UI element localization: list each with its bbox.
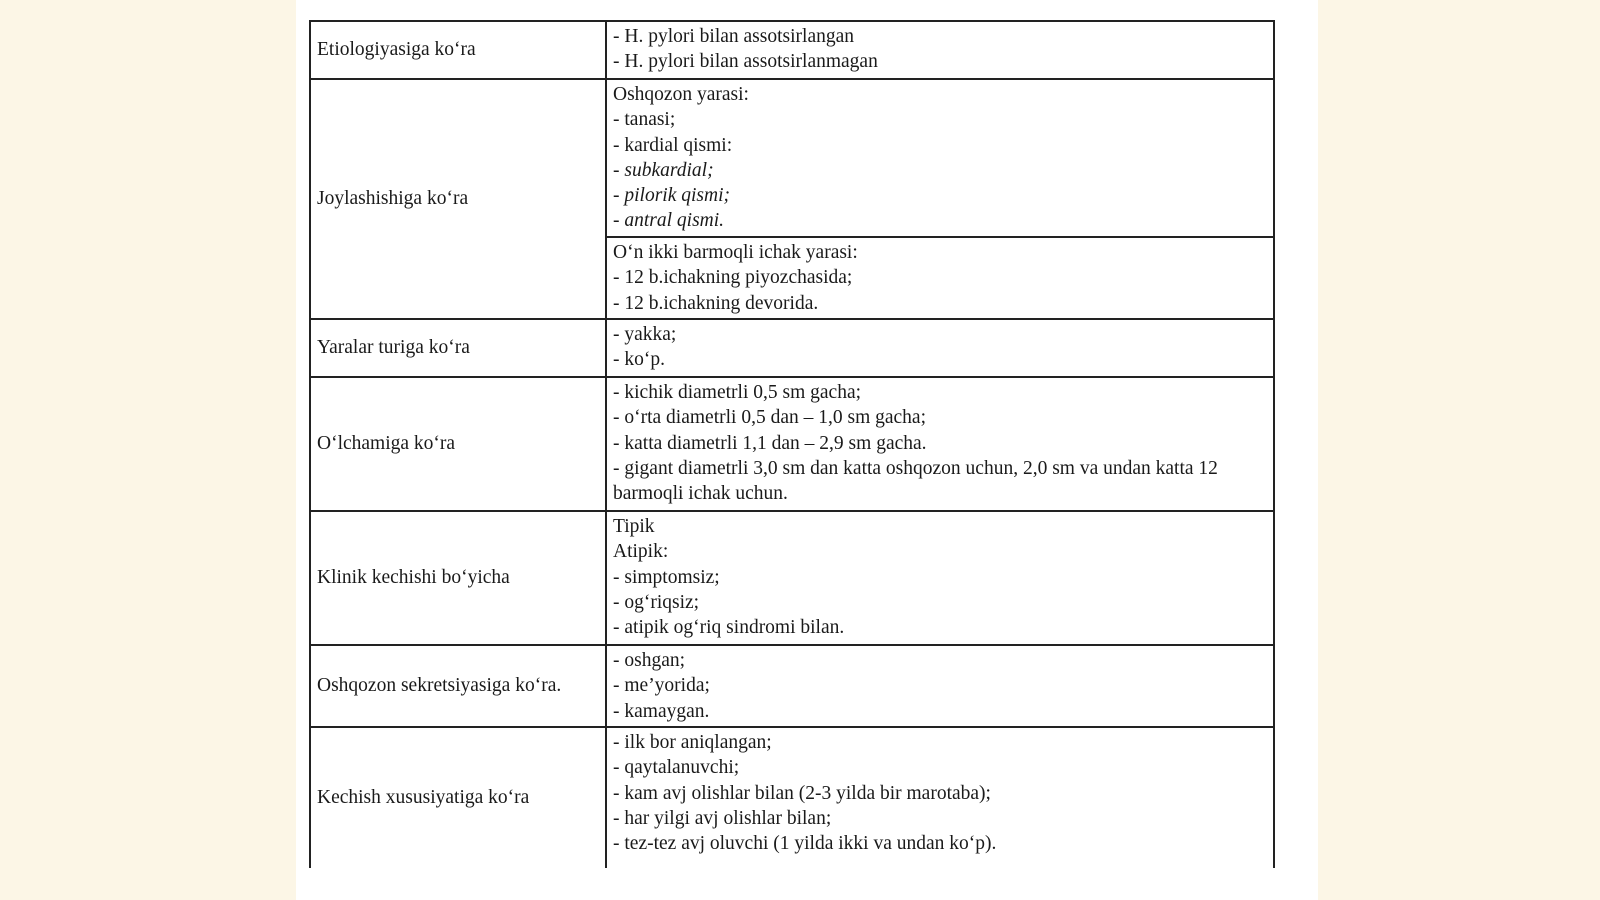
list-item: Tipik xyxy=(613,516,655,537)
list-item: - ilk bor aniqlangan; xyxy=(613,732,772,753)
stomach-ulcer-cell xyxy=(607,80,1273,238)
list-item: - kamaygan. xyxy=(613,700,710,722)
table-row xyxy=(311,512,1273,646)
classification-table xyxy=(309,20,1275,868)
row-label-location: Joylashishiga ko‘ra xyxy=(311,80,607,318)
list-item: - har yilgi avj olishlar bilan; xyxy=(613,807,832,829)
list-item: - atipik og‘riq sindromi bilan. xyxy=(613,617,845,639)
duodenal-ulcer-cell xyxy=(607,238,1273,318)
list-item: - 12 b.ichakning devorida. xyxy=(613,292,819,314)
document-page xyxy=(296,0,1318,900)
list-item: - tez-tez avj oluvchi (1 yilda ikki va undan ko‘p). xyxy=(613,833,997,855)
list-item: - oshgan; xyxy=(613,650,686,671)
list-item: - ko‘p. xyxy=(613,349,665,371)
row-content xyxy=(607,80,1273,318)
row-content xyxy=(607,22,1273,78)
list-item: - simptomsiz; xyxy=(613,566,720,588)
list-item: - me’yorida; xyxy=(613,675,710,697)
row-label-size: O‘lchamiga ko‘ra xyxy=(311,378,607,510)
list-item: - subkardial; xyxy=(613,159,714,181)
list-item: - H. pylori bilan assotsirlangan xyxy=(613,26,854,47)
table-row xyxy=(311,728,1273,868)
row-label-course-features: Kechish xususiyatiga ko‘ra xyxy=(311,728,607,868)
list-item: - gigant diametrli 3,0 sm dan katta oshqozon uchun, 2,0 sm va undan katta 12 barmoqli ichak uchun. xyxy=(613,457,1218,505)
list-item: - kichik diametrli 0,5 sm gacha; xyxy=(613,382,862,403)
list-item: - tanasi; xyxy=(613,109,676,131)
row-content xyxy=(607,512,1273,644)
list-item: - antral qismi. xyxy=(613,210,725,232)
list-item: O‘n ikki barmoqli ichak yarasi: xyxy=(613,242,858,263)
list-item: - H. pylori bilan assotsirlanmagan xyxy=(613,51,878,73)
table-row xyxy=(311,378,1273,512)
table-row xyxy=(311,320,1273,378)
list-item: - yakka; xyxy=(613,324,677,345)
list-item: - 12 b.ichakning piyozchasida; xyxy=(613,267,853,289)
list-item: - katta diametrli 1,1 dan – 2,9 sm gacha. xyxy=(613,432,927,454)
list-item: Oshqozon yarasi: xyxy=(613,84,749,105)
row-content xyxy=(607,728,1273,868)
row-label-etiology: Etiologiyasiga ko‘ra xyxy=(311,22,607,78)
row-label-ulcer-type: Yaralar turiga ko‘ra xyxy=(311,320,607,376)
table-row xyxy=(311,646,1273,728)
list-item: - og‘riqsiz; xyxy=(613,591,700,613)
list-item: Atipik: xyxy=(613,541,669,563)
row-content xyxy=(607,646,1273,726)
list-item: - o‘rta diametrli 0,5 dan – 1,0 sm gacha; xyxy=(613,407,926,429)
row-label-clinical-course: Klinik kechishi bo‘yicha xyxy=(311,512,607,644)
list-item: - pilorik qismi; xyxy=(613,185,730,207)
row-content xyxy=(607,378,1273,510)
list-item: - qaytalanuvchi; xyxy=(613,757,740,779)
table-row xyxy=(311,22,1273,80)
row-label-secretion: Oshqozon sekretsiyasiga ko‘ra. xyxy=(311,646,607,726)
list-item: - kam avj olishlar bilan (2-3 yilda bir marotaba); xyxy=(613,782,991,804)
table-row xyxy=(311,80,1273,320)
list-item: - kardial qismi: xyxy=(613,134,733,156)
row-content xyxy=(607,320,1273,376)
